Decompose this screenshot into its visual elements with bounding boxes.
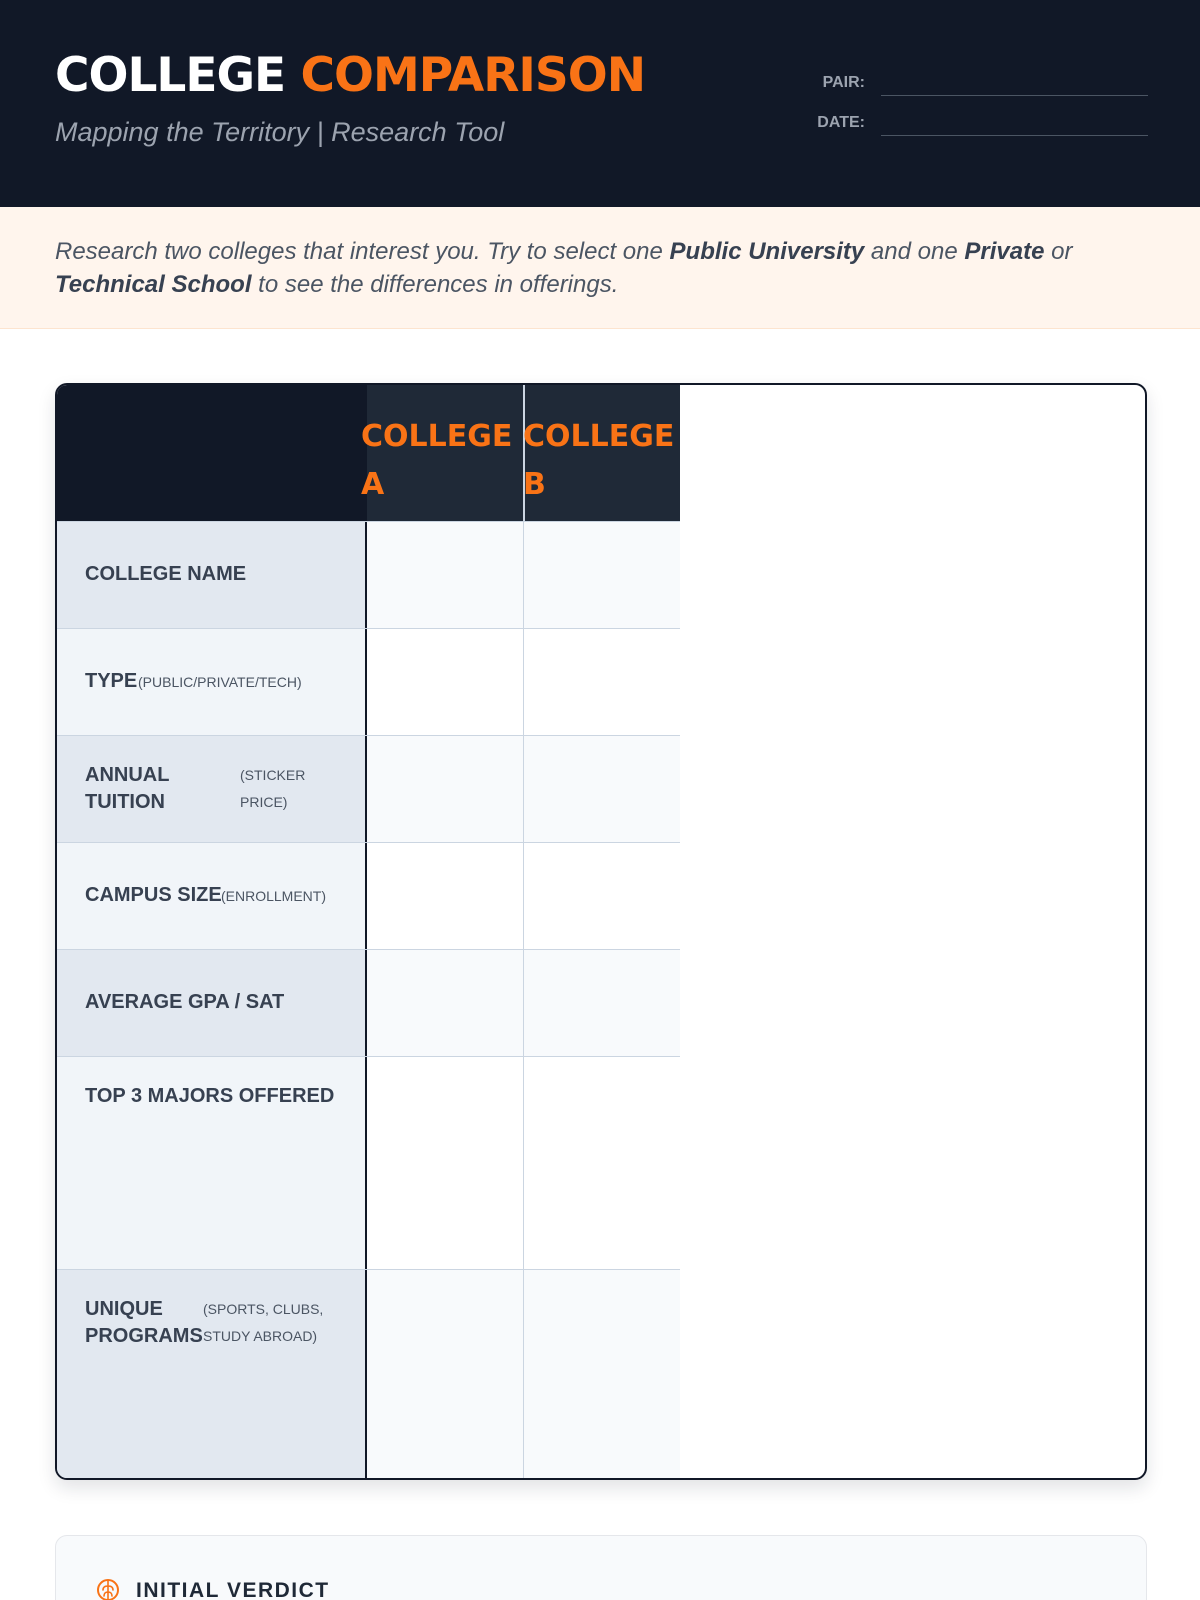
instructions-text-1: Research two colleges that interest you. Try to select one bbox=[55, 238, 670, 265]
college-b-tuition-cell[interactable] bbox=[523, 736, 680, 842]
row-label-main: TOP 3 MAJORS OFFERED bbox=[85, 1085, 335, 1107]
table-header-corner bbox=[57, 385, 367, 521]
page-header bbox=[0, 0, 1200, 207]
row-label-main-line1: UNIQUE bbox=[85, 1298, 163, 1320]
row-label-sub-line1: (SPORTS, CLUBS, bbox=[203, 1301, 324, 1317]
table-row-college-name bbox=[57, 521, 680, 628]
date-field bbox=[780, 108, 1148, 138]
table-row-top-majors bbox=[57, 1056, 680, 1269]
row-label-sub-line1: (STICKER bbox=[240, 767, 306, 783]
row-label-main-line2: PROGRAMS bbox=[85, 1325, 203, 1347]
row-label-main: COLLEGE NAME bbox=[85, 563, 247, 585]
page-subtitle: Mapping the Territory | Research Tool bbox=[55, 117, 505, 147]
table-row-annual-tuition bbox=[57, 735, 680, 842]
row-label bbox=[57, 736, 367, 842]
college-b-name-cell[interactable] bbox=[523, 522, 680, 628]
row-label-main: TYPE bbox=[85, 670, 138, 692]
title-part-1: COLLEGE bbox=[55, 48, 286, 103]
table-row-type bbox=[57, 628, 680, 735]
instructions-bold-public: Public University bbox=[669, 238, 865, 265]
row-label-sub bbox=[240, 762, 305, 816]
instructions-bold-private: Private bbox=[964, 238, 1045, 265]
table-row-campus-size bbox=[57, 842, 680, 949]
instructions-text-3: or bbox=[1044, 238, 1073, 265]
table-row-unique-programs bbox=[57, 1269, 680, 1480]
college-a-header bbox=[361, 385, 523, 521]
row-label-sub: (PUBLIC/PRIVATE/TECH) bbox=[138, 674, 302, 690]
row-label bbox=[57, 950, 367, 1056]
college-a-tuition-cell[interactable] bbox=[367, 736, 523, 842]
college-a-gpa-sat-cell[interactable] bbox=[367, 950, 523, 1056]
row-label-sub-line2: STUDY ABROAD) bbox=[203, 1328, 318, 1344]
row-label-sub-line2: PRICE) bbox=[240, 794, 288, 810]
college-a-type-cell[interactable] bbox=[367, 629, 523, 735]
instructions-text bbox=[55, 235, 1165, 301]
table-row-average-gpa-sat bbox=[57, 949, 680, 1056]
college-a-majors-cell[interactable] bbox=[367, 1057, 523, 1269]
instructions-bold-technical: Technical School bbox=[55, 271, 252, 298]
instructions-text-4: to see the differences in offerings. bbox=[251, 271, 619, 298]
initial-verdict-section bbox=[55, 1535, 1147, 1600]
row-label-main-line1: ANNUAL bbox=[85, 764, 170, 786]
row-label bbox=[57, 629, 367, 735]
college-b-header-line1: COLLEGE bbox=[523, 419, 675, 454]
pair-label: PAIR: bbox=[822, 74, 865, 91]
row-label-main bbox=[85, 762, 169, 816]
title-part-2: COMPARISON bbox=[300, 48, 646, 103]
date-label: DATE: bbox=[817, 114, 865, 131]
row-label bbox=[57, 522, 367, 628]
college-a-header-line2: A bbox=[361, 467, 385, 502]
row-label-main: CAMPUS SIZE bbox=[85, 884, 222, 906]
college-b-majors-cell[interactable] bbox=[523, 1057, 680, 1269]
college-b-type-cell[interactable] bbox=[523, 629, 680, 735]
initial-verdict-title: INITIAL VERDICT bbox=[136, 1579, 330, 1600]
college-b-header bbox=[523, 385, 680, 521]
row-label-sub bbox=[203, 1296, 323, 1350]
row-label bbox=[57, 1270, 367, 1480]
date-input-line[interactable] bbox=[881, 135, 1148, 136]
college-a-header-line1: COLLEGE bbox=[361, 419, 513, 454]
pair-field bbox=[780, 68, 1148, 98]
college-a-header-text bbox=[361, 413, 512, 509]
college-b-campus-size-cell[interactable] bbox=[523, 843, 680, 949]
college-a-campus-size-cell[interactable] bbox=[367, 843, 523, 949]
pair-input-line[interactable] bbox=[881, 95, 1148, 96]
row-label-main: AVERAGE GPA / SAT bbox=[85, 991, 285, 1013]
college-b-programs-cell[interactable] bbox=[523, 1270, 680, 1480]
row-label-main-line2: TUITION bbox=[85, 791, 165, 813]
row-label bbox=[57, 1057, 367, 1269]
page-title bbox=[55, 48, 646, 103]
row-label-sub: (ENROLLMENT) bbox=[221, 888, 327, 904]
row-label-main bbox=[85, 1296, 203, 1350]
college-b-header-text bbox=[523, 413, 674, 509]
college-b-gpa-sat-cell[interactable] bbox=[523, 950, 680, 1056]
row-label bbox=[57, 843, 367, 949]
instructions-banner bbox=[0, 207, 1200, 329]
instructions-text-2: and one bbox=[864, 238, 965, 265]
college-a-programs-cell[interactable] bbox=[367, 1270, 523, 1480]
college-b-header-line2: B bbox=[523, 467, 546, 502]
brain-icon bbox=[96, 1578, 120, 1600]
comparison-table bbox=[55, 383, 1147, 1480]
college-a-name-cell[interactable] bbox=[367, 522, 523, 628]
